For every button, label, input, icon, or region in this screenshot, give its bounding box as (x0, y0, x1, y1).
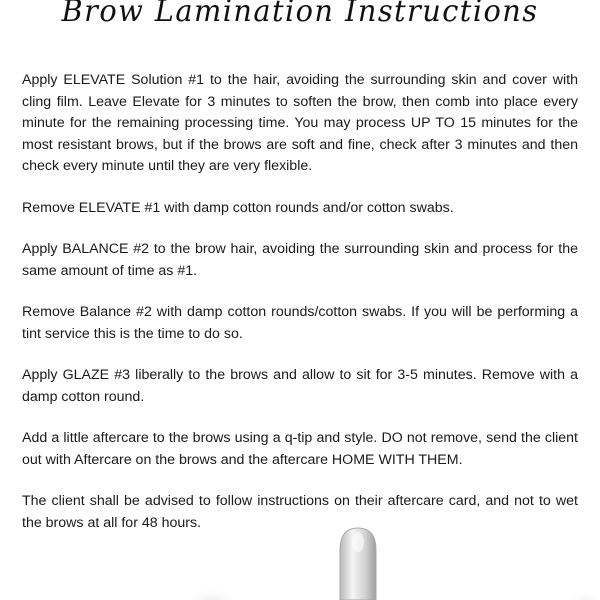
instructions-body (22, 70, 578, 554)
instruction-step-4: Remove Balance #2 with damp cotton rounds/cotton swabs. If you will be performing a tint service this is the time to do so. (22, 304, 578, 342)
bottle-right (562, 590, 600, 600)
product-bottles-image (0, 520, 600, 600)
instruction-step-1: Apply ELEVATE Solution #1 to the hair, avoiding the surrounding skin and cover with cling film. Leave Elevate for 3 minutes to soften the brow, then comb into place every minute for the remaining processing time. You may process UP TO 15 minutes for the most resistant brows, but if the brows are soft and fine, check after 3 minutes and then check every minute until they are very flexible. (22, 72, 578, 174)
page-title: Brow Lamination Instructions (61, 0, 539, 29)
instruction-step-3: Apply BALANCE #2 to the brow hair, avoiding the surrounding skin and process for the same amount of time as #1. (22, 241, 578, 279)
instruction-step-5: Apply GLAZE #3 liberally to the brows and allow to sit for 3-5 minutes. Remove with a damp cotton round. (22, 367, 578, 405)
instruction-step-7: The client shall be advised to follow instructions on their aftercare card, and not to wet the brows at all for 48 hours. (22, 493, 578, 531)
bottle-left (186, 586, 238, 600)
instruction-step-2: Remove ELEVATE #1 with damp cotton rounds and/or cotton swabs. (22, 199, 454, 216)
instruction-step-6: Add a little aftercare to the brows using a q-tip and style. DO not remove, send the client out with Aftercare on the brows and the aftercare HOME WITH THEM. (22, 430, 578, 468)
